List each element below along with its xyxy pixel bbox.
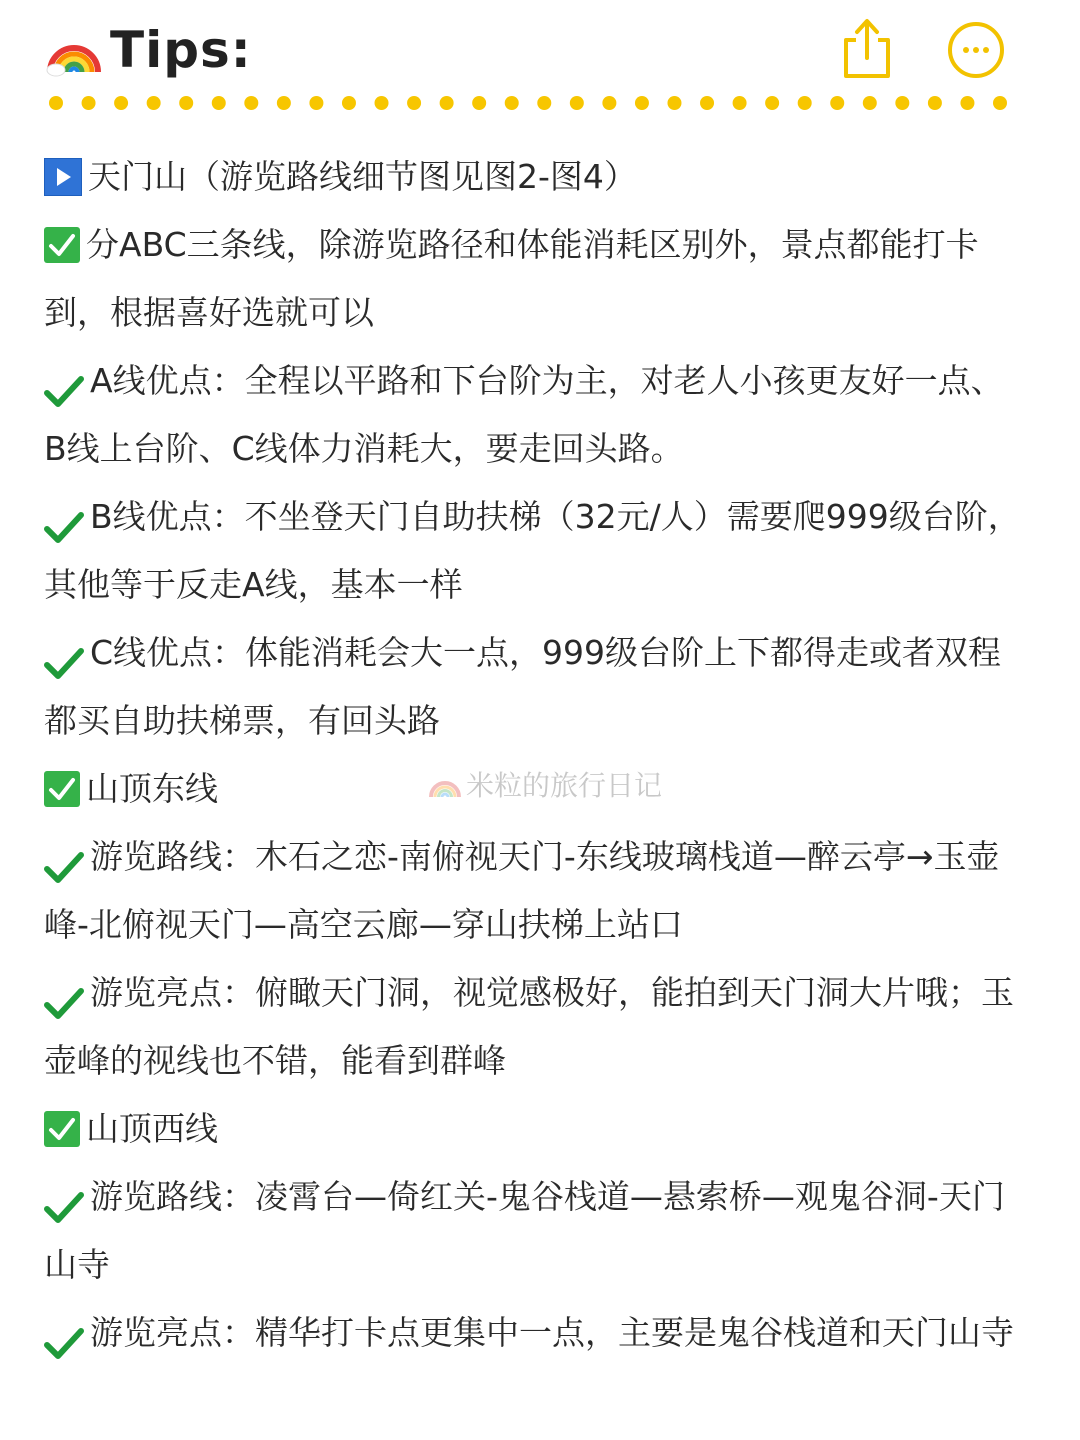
tip-line <box>44 551 1044 619</box>
tip-line <box>44 1231 1044 1299</box>
tip-line-text: 分ABC三条线，除游览路径和体能消耗区别外，景点都能打卡 <box>86 225 979 264</box>
tip-line-text: 其他等于反走A线，基本一样 <box>44 565 463 604</box>
divider-dot <box>407 96 421 110</box>
check-mark-icon <box>44 636 84 670</box>
divider-dot <box>147 96 161 110</box>
check-mark-icon <box>44 364 84 398</box>
divider-dot <box>179 96 193 110</box>
tip-line <box>44 347 1044 415</box>
divider-dot <box>895 96 909 110</box>
watermark-rainbow-icon <box>428 767 462 801</box>
tip-line-text: 壶峰的视线也不错，能看到群峰 <box>44 1041 506 1080</box>
divider-dot <box>375 96 389 110</box>
check-mark-icon <box>44 1180 84 1214</box>
share-icon <box>838 16 896 82</box>
check-mark-icon <box>44 976 84 1010</box>
play-button-icon <box>44 158 82 196</box>
divider-dot <box>244 96 258 110</box>
tip-line <box>44 1299 1044 1367</box>
check-mark-icon <box>44 500 84 534</box>
divider-dot <box>212 96 226 110</box>
tip-line-text: B线优点：不坐登天门自助扶梯（32元/人）需要爬999级台阶， <box>90 497 1021 536</box>
page-title: Tips: <box>110 21 252 79</box>
divider-dot <box>700 96 714 110</box>
divider-dot <box>472 96 486 110</box>
tip-line-text: 天门山（游览路线细节图见图2-图4） <box>88 157 637 196</box>
divider-dot <box>733 96 747 110</box>
divider-dot <box>277 96 291 110</box>
divider-dot <box>82 96 96 110</box>
tip-line-text: B线上台阶、C线体力消耗大，要走回头路。 <box>44 429 684 468</box>
divider-dot <box>49 96 63 110</box>
check-mark-icon <box>44 840 84 874</box>
more-icon <box>946 20 1006 80</box>
tip-line <box>44 1027 1044 1095</box>
tip-line-text: 都买自助扶梯票，有回头路 <box>44 701 440 740</box>
divider-dot <box>505 96 519 110</box>
tip-line <box>44 1095 1044 1163</box>
tip-line <box>44 483 1044 551</box>
divider-dot <box>602 96 616 110</box>
watermark <box>428 764 662 804</box>
bottom-fade <box>0 1380 1080 1440</box>
tip-line <box>44 415 1044 483</box>
divider-dot <box>570 96 584 110</box>
divider-dot <box>635 96 649 110</box>
divider-dot <box>765 96 779 110</box>
tip-line-text: 山顶西线 <box>86 1109 218 1148</box>
rainbow-icon <box>46 22 102 78</box>
tip-line-text: A线优点：全程以平路和下台阶为主，对老人小孩更友好一点、 <box>90 361 1004 400</box>
share-button[interactable] <box>838 16 896 82</box>
divider-dot <box>537 96 551 110</box>
divider-dot <box>114 96 128 110</box>
tip-line <box>44 959 1044 1027</box>
divider-dot <box>309 96 323 110</box>
tip-line-text: 到，根据喜好选就可以 <box>44 293 374 332</box>
check-mark-button-icon <box>44 771 80 807</box>
tip-line-text: 游览路线：凌霄台—倚红关-鬼谷栈道—悬索桥—观鬼谷洞-天门 <box>90 1177 1005 1216</box>
check-mark-button-icon <box>44 227 80 263</box>
tip-line-text: 峰-北俯视天门—高空云廊—穿山扶梯上站口 <box>44 905 683 944</box>
title-group <box>46 20 252 80</box>
divider-dot <box>993 96 1007 110</box>
check-mark-icon <box>44 1316 84 1350</box>
divider-dot <box>342 96 356 110</box>
tip-line <box>44 211 1044 279</box>
more-options-button[interactable] <box>946 20 1006 80</box>
divider-dot <box>440 96 454 110</box>
tip-line <box>44 687 1044 755</box>
watermark-text: 米粒的旅行日记 <box>466 769 663 802</box>
tips-content <box>44 143 1044 1367</box>
tip-line-text: 游览亮点：精华打卡点更集中一点，主要是鬼谷栈道和天门山寺 <box>90 1313 1014 1352</box>
tip-line <box>44 619 1044 687</box>
tip-line-text: C线优点：体能消耗会大一点，999级台阶上下都得走或者双程 <box>90 633 1002 672</box>
tip-line-text: 游览亮点：俯瞰天门洞，视觉感极好，能拍到天门洞大片哦；玉 <box>90 973 1014 1012</box>
tip-line-text: 游览路线：木石之恋-南俯视天门-东线玻璃栈道—醉云亭→玉壶 <box>90 837 1000 876</box>
divider-dot <box>960 96 974 110</box>
dotted-divider <box>48 95 1008 111</box>
check-mark-button-icon <box>44 1111 80 1147</box>
divider-dot <box>798 96 812 110</box>
tip-line-text: 山顶东线 <box>86 769 218 808</box>
tip-line <box>44 279 1044 347</box>
tip-line <box>44 891 1044 959</box>
divider-dot <box>863 96 877 110</box>
page-header <box>0 0 1080 130</box>
tip-line-text: 山寺 <box>44 1245 110 1284</box>
tip-line <box>44 1163 1044 1231</box>
divider-dot <box>830 96 844 110</box>
tip-line <box>44 823 1044 891</box>
tip-line <box>44 143 1044 211</box>
divider-dot <box>667 96 681 110</box>
divider-dot <box>928 96 942 110</box>
